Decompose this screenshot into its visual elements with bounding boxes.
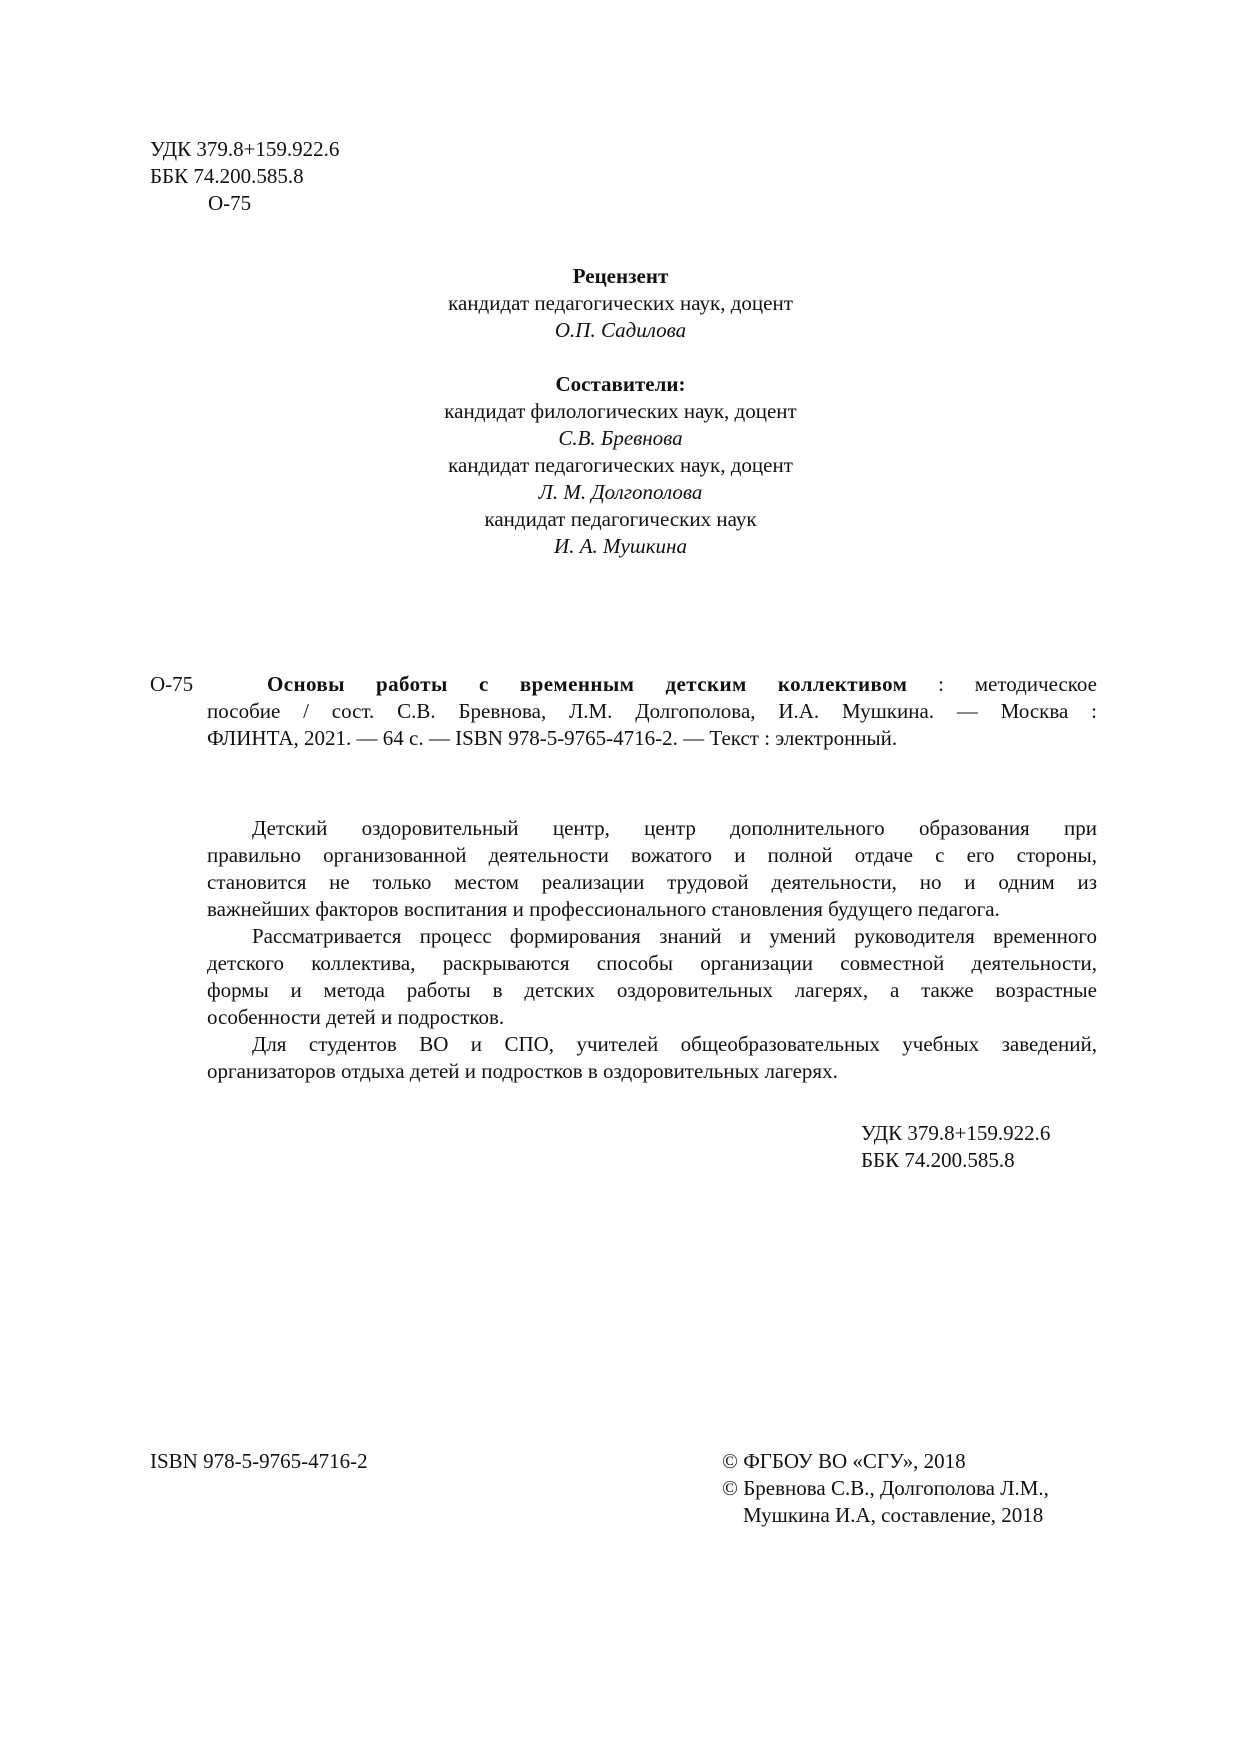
annotation-line: детского коллектива, раскрываются способы организации совместной деятельности,	[207, 951, 1097, 975]
reviewer-title: кандидат педагогических наук, доцент	[448, 291, 793, 315]
compiler-title: кандидат филологических наук, доцент	[444, 399, 797, 423]
bbk-code: ББК 74.200.585.8	[150, 164, 304, 188]
reviewer-heading: Рецензент	[572, 264, 669, 288]
annotation-line: формы и метода работы в детских оздоровительных лагерях, а также возрастные	[207, 978, 1097, 1002]
copyright-line: Мушкина И.А, составление, 2018	[743, 1503, 1044, 1527]
annotation-line: Детский оздоровительный центр, центр дополнительного образования при	[252, 816, 1097, 840]
reviewer-name: О.П. Садилова	[554, 318, 687, 342]
annotation	[207, 815, 1097, 1085]
annotation-line: особенности детей и подростков.	[207, 1005, 505, 1029]
credits-block	[0, 263, 1241, 560]
annotation-line: важнейших факторов воспитания и профессионального становления будущего педагога.	[207, 897, 1000, 921]
annotation-line: становится не только местом реализации трудовой деятельности, но и одним из	[207, 870, 1097, 894]
udk-code: УДК 379.8+159.922.6	[861, 1121, 1051, 1145]
compilers-heading: Составители:	[555, 372, 686, 396]
copyright-line: © ФГБОУ ВО «СГУ», 2018	[722, 1449, 966, 1473]
bibliographic-entry	[207, 671, 1097, 752]
bibliography-line: пособие / сост. С.В. Бревнова, Л.М. Долгополова, И.А. Мушкина. — Москва :	[207, 699, 1097, 723]
classification-codes-bottom	[861, 1120, 1050, 1174]
bbk-code: ББК 74.200.585.8	[861, 1148, 1015, 1172]
spacer	[0, 344, 1241, 371]
annotation-line: Для студентов ВО и СПО, учителей общеобразовательных учебных заведений,	[252, 1032, 1097, 1056]
copyright-block	[722, 1448, 1049, 1529]
annotation-line: Рассматривается процесс формирования знаний и умений руководителя временного	[252, 924, 1097, 948]
annotation-line: организаторов отдыха детей и подростков в оздоровительных лагерях.	[207, 1059, 838, 1083]
classification-codes-top	[150, 136, 339, 217]
compiler-name: Л. М. Долгополова	[538, 480, 703, 504]
copyright-line: © Бревнова С.В., Долгополова Л.М.,	[722, 1476, 1049, 1500]
compiler-name: С.В. Бревнова	[558, 426, 683, 450]
annotation-line: правильно организованной деятельности вожатого и полной отдаче с его стороны,	[207, 843, 1097, 867]
compiler-title: кандидат педагогических наук	[484, 507, 757, 531]
bibliography-line	[207, 671, 1097, 698]
bibliography-line: ФЛИНТА, 2021. — 64 с. — ISBN 978-5-9765-4716-2. — Текст : электронный.	[207, 726, 898, 750]
bibliography-code: О-75	[150, 672, 194, 696]
compiler-name: И. А. Мушкина	[554, 534, 687, 558]
isbn: ISBN 978-5-9765-4716-2	[150, 1449, 368, 1473]
book-title: Основы работы с временным детским коллективом	[267, 672, 908, 696]
author-mark: О-75	[208, 191, 252, 215]
book-type: : методическое	[907, 672, 1097, 696]
udk-code: УДК 379.8+159.922.6	[150, 137, 340, 161]
compiler-title: кандидат педагогических наук, доцент	[448, 453, 793, 477]
